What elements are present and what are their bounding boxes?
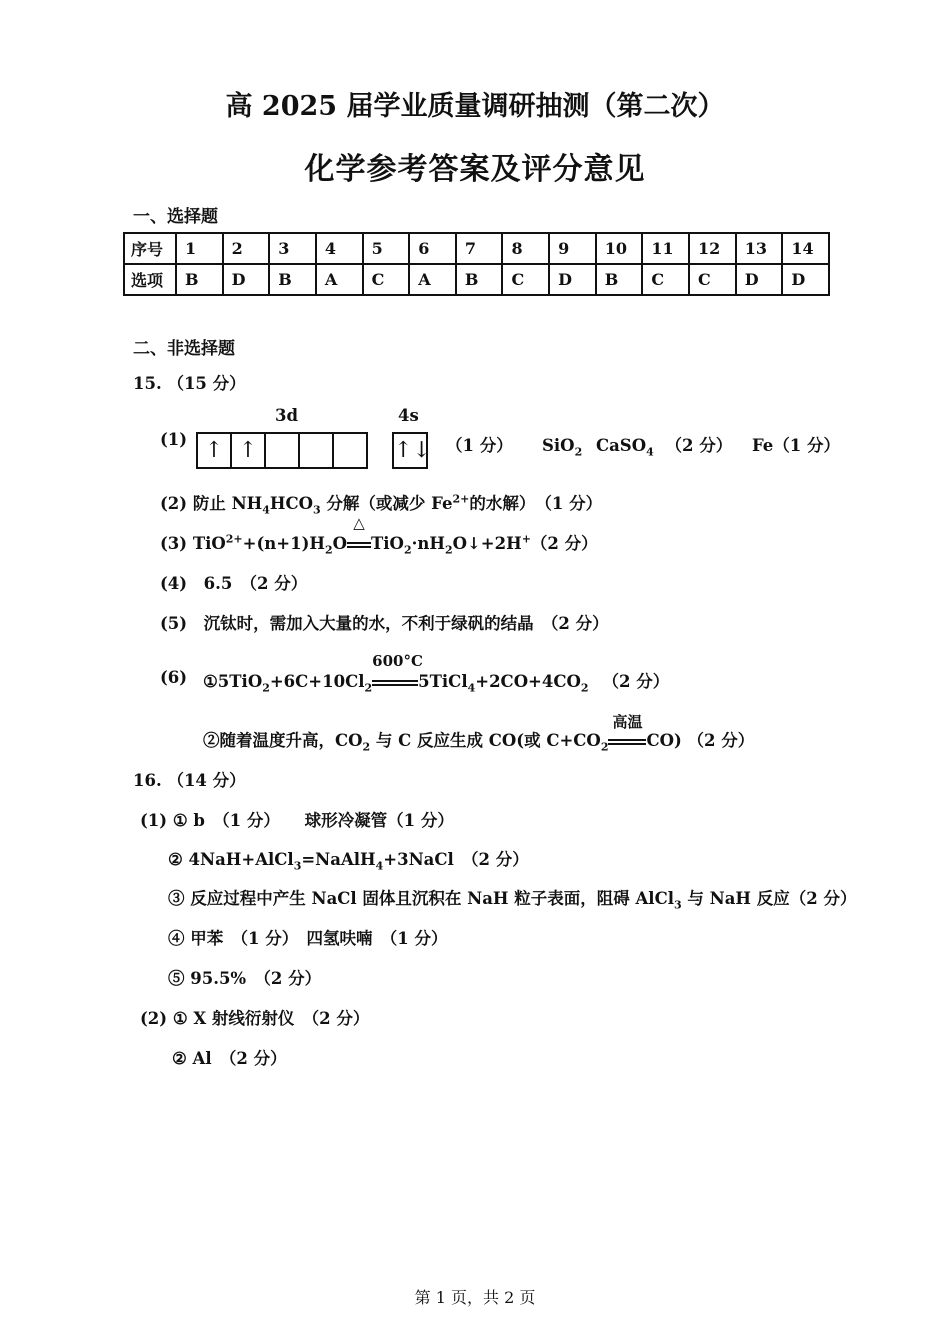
orbital-box: ↑↓ <box>392 432 428 469</box>
table-cell: 12 <box>689 233 736 264</box>
orbital-box <box>300 432 334 469</box>
orbital-4s-diagram <box>392 432 431 469</box>
q15-p4: (4) 6.5 （2 分） <box>160 574 308 593</box>
q16-l3: ③ 反应过程中产生 NaCl 固体且沉积在 NaH 粒子表面，阻碍 AlCl$_3$ 与 NaH 反应（2 分） <box>168 889 857 912</box>
section2-title: 二、非选择题 <box>133 339 235 359</box>
q16-l2: ② 4NaH+AlCl$_3$=NaAlH$_4$+3NaCl （2 分） <box>168 850 529 873</box>
temperature-condition: 600°C <box>372 652 423 670</box>
q15-p6-label: (6) <box>160 668 188 687</box>
table-cell: 7 <box>456 233 503 264</box>
orbital-4s-label: 4s <box>398 406 419 425</box>
table-cell: D <box>782 264 829 295</box>
table-cell: 9 <box>549 233 596 264</box>
q16-l7: ② Al （2 分） <box>172 1049 287 1068</box>
table-cell: 10 <box>596 233 643 264</box>
table-cell: 3 <box>269 233 316 264</box>
orbital-box: ↑ <box>196 432 232 469</box>
table-cell: A <box>409 264 456 295</box>
table-cell: 14 <box>782 233 829 264</box>
q15-p1-compounds: SiO$_2$ CaSO$_4$ （2 分） Fe（1 分） <box>542 436 841 459</box>
q16-l6: (2) ① X 射线衍射仪 （2 分） <box>140 1009 370 1028</box>
table-cell: C <box>689 264 736 295</box>
q15-p1-label: (1) <box>160 430 188 449</box>
orbital-3d-diagram <box>196 432 368 469</box>
table-cell: 6 <box>409 233 456 264</box>
table-cell: B <box>456 264 503 295</box>
q15-p3: (3) $TiO^{2+}+(n+1)H_2O$ △ $TiO_2\cdot nH_2O↓+2H^+(2$ 分） <box>160 514 598 557</box>
orbital-box <box>266 432 300 469</box>
table-cell: D <box>736 264 783 295</box>
high-temp-condition: 高温 <box>612 713 643 731</box>
row-label-number: 序号 <box>124 233 176 264</box>
answer-title: 化学参考答案及评分意见 <box>304 152 646 187</box>
table-cell: B <box>176 264 223 295</box>
q16-l4: ④ 甲苯 （1 分） 四氢呋喃 （1 分） <box>168 929 448 948</box>
table-cell: 13 <box>736 233 783 264</box>
orbital-3d-label: 3d <box>275 406 299 425</box>
table-cell: 1 <box>176 233 223 264</box>
table-cell: D <box>223 264 270 295</box>
section1-title: 一、选择题 <box>133 207 218 227</box>
q15-p5: (5) 沉钛时，需加入大量的水，不利于绿矾的结晶 （2 分） <box>160 614 609 633</box>
table-cell: A <box>316 264 363 295</box>
orbital-box: ↑ <box>232 432 266 469</box>
table-cell: 5 <box>363 233 410 264</box>
page-footer: 第 1 页，共 2 页 <box>414 1288 536 1307</box>
q15-p1-score1: （1 分） <box>446 436 513 455</box>
table-row-numbers <box>124 233 829 264</box>
table-cell: C <box>363 264 410 295</box>
q16-l5: ⑤ 95.5% （2 分） <box>168 969 322 988</box>
q15-heading: 15. （15 分） <box>133 374 246 393</box>
q15-p2: (2) 防止 $NH_4HCO_3$ 分解（或减少 $Fe^{2+}$的水解） （1 分） <box>160 492 603 517</box>
table-cell: D <box>549 264 596 295</box>
table-cell: 8 <box>502 233 549 264</box>
table-cell: 4 <box>316 233 363 264</box>
table-row-answers <box>124 264 829 295</box>
table-cell: C <box>502 264 549 295</box>
heat-condition: △ <box>353 514 365 532</box>
q16-l1: (1) ① b （1 分） 球形冷凝管（1 分） <box>140 811 454 830</box>
q16-heading: 16. （14 分） <box>133 771 246 790</box>
orbital-box <box>334 432 368 469</box>
q15-p6-eq2: ②随着温度升高，$CO_2$ 与 C 反应生成 CO(或 $C+CO_2$ 高温 CO) （2 分） <box>203 713 755 754</box>
table-cell: 11 <box>642 233 689 264</box>
table-cell: B <box>596 264 643 295</box>
exam-title: 高 2025 届学业质量调研抽测（第二次） <box>225 91 725 122</box>
table-cell: B <box>269 264 316 295</box>
answer-table <box>123 232 830 296</box>
table-cell: C <box>642 264 689 295</box>
q15-p6-eq1: $①5TiO_2+6C+10Cl_2$ 600°C $5TiCl_4+2CO+4CO_2$ （2 分） <box>203 652 670 695</box>
row-label-answer: 选项 <box>124 264 176 295</box>
table-cell: 2 <box>223 233 270 264</box>
